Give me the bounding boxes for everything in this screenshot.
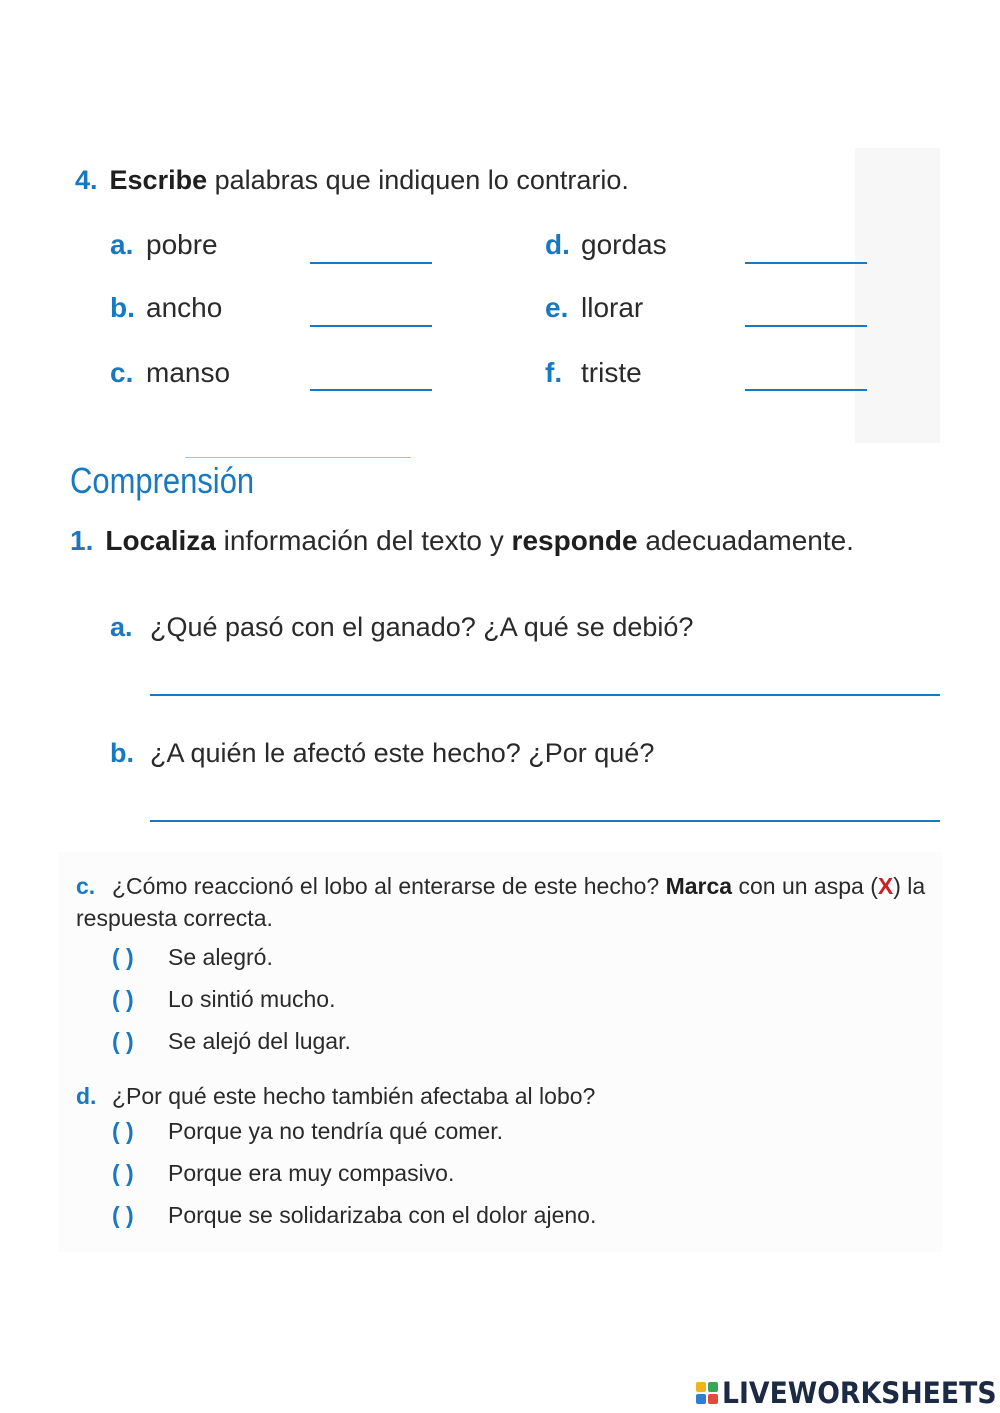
checkbox-parens[interactable]: ( )	[112, 1160, 134, 1186]
antonym-word: pobre	[146, 229, 218, 260]
brand-name: LIVEWORKSHEETS	[722, 1376, 997, 1410]
question-b: b. ¿A quién le afectó este hecho? ¿Por qué?	[110, 738, 655, 768]
antonym-word: gordas	[581, 229, 667, 260]
instruction-text: palabras que indiquen lo contrario.	[207, 165, 629, 195]
option-d-2[interactable]: ( ) Porque era muy compasivo.	[112, 1160, 455, 1186]
question-c: c. ¿Cómo reaccionó el lobo al enterarse de este hecho? Marca con un aspa (X) la respuesta correcta.	[76, 873, 926, 931]
question-text: ¿Qué pasó con el ganado? ¿A qué se debió?	[150, 612, 694, 642]
checkbox-parens[interactable]: ( )	[112, 986, 134, 1012]
brand-icon-square	[708, 1382, 718, 1392]
option-c-3[interactable]: ( ) Se alejó del lugar.	[112, 1028, 351, 1054]
antonym-word: triste	[581, 357, 642, 388]
option-d-3[interactable]: ( ) Porque se solidarizaba con el dolor ajeno.	[112, 1202, 597, 1228]
brand-icon-square	[696, 1394, 706, 1404]
antonym-word: manso	[146, 357, 231, 388]
antonym-item-f: f. triste	[545, 357, 642, 388]
section-divider	[185, 457, 411, 458]
antonym-item-e: e. llorar	[545, 292, 644, 323]
answer-blank-a[interactable]	[310, 262, 432, 264]
option-d-1[interactable]: ( ) Porque ya no tendría qué comer.	[112, 1118, 503, 1144]
checkbox-parens[interactable]: ( )	[112, 944, 134, 970]
exercise-4-instruction	[75, 165, 629, 196]
antonym-word: llorar	[581, 292, 644, 323]
answer-blank-d[interactable]	[745, 262, 867, 264]
exercise-number: 4.	[75, 165, 98, 195]
instruction-verb: Escribe	[109, 165, 208, 195]
section-heading: Comprensión	[70, 460, 255, 501]
question-number: 1.	[70, 525, 94, 556]
answer-line-b[interactable]	[150, 820, 940, 822]
answer-blank-c[interactable]	[310, 389, 432, 391]
brand-icon-square	[696, 1382, 706, 1392]
antonym-item-b: b. ancho	[110, 292, 223, 323]
brand-icon-square	[708, 1394, 718, 1404]
answer-line-a[interactable]	[150, 694, 940, 696]
question-text: ¿A quién le afectó este hecho? ¿Por qué?	[150, 738, 655, 768]
checkbox-parens[interactable]: ( )	[112, 1202, 134, 1228]
checkbox-parens[interactable]: ( )	[112, 1028, 134, 1054]
antonym-item-c: c. manso	[110, 357, 231, 388]
answer-blank-b[interactable]	[310, 325, 432, 327]
brand-logo-icon	[696, 1382, 718, 1404]
answer-blank-f[interactable]	[745, 389, 867, 391]
side-panel-background	[855, 148, 940, 443]
question-1-instruction: 1. Localiza información del texto y responde adecuadamente.	[70, 525, 854, 556]
option-c-2[interactable]: ( ) Lo sintió mucho.	[112, 986, 336, 1012]
antonym-item-d: d. gordas	[545, 229, 667, 260]
antonym-word: ancho	[146, 292, 223, 323]
question-d: d. ¿Por qué este hecho también afectaba al lobo?	[76, 1083, 596, 1109]
answer-blank-e[interactable]	[745, 325, 867, 327]
option-c-1[interactable]: ( ) Se alegró.	[112, 944, 273, 970]
liveworksheets-logo	[696, 1376, 1000, 1410]
checkbox-parens[interactable]: ( )	[112, 1118, 134, 1144]
x-mark: X	[877, 873, 894, 899]
question-a: a. ¿Qué pasó con el ganado? ¿A qué se debió?	[110, 612, 694, 642]
antonym-item-a: a. pobre	[110, 229, 218, 260]
